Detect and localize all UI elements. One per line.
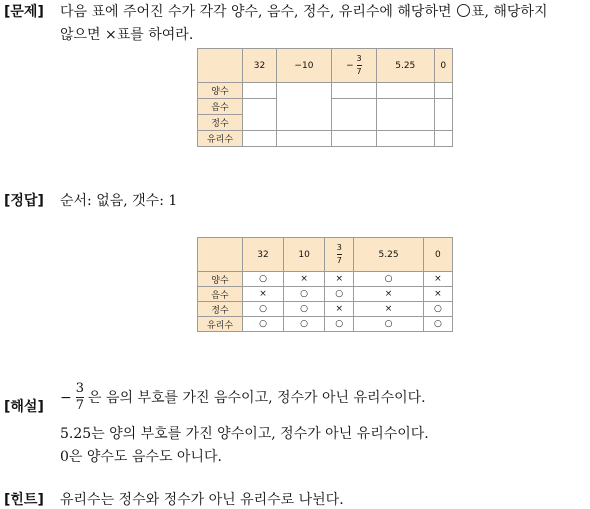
frac-numerator: 3 <box>336 243 342 252</box>
mark-cell: ○ <box>325 287 354 302</box>
answer-cell[interactable] <box>243 99 277 131</box>
frac-sign: − <box>346 61 354 71</box>
problem-text-1: 다음 표에 주어진 수가 각각 양수, 음수, 정수, 유리수에 해당하면 <box>60 4 456 20</box>
fraction <box>357 55 362 76</box>
row-label: 유리수 <box>198 317 243 332</box>
explanation-fraction <box>76 382 84 414</box>
mark-cell: ○ <box>423 317 452 332</box>
frac-denominator: 7 <box>75 398 85 414</box>
mark-cell: × <box>354 287 423 302</box>
answer-cell[interactable] <box>434 131 452 147</box>
explanation-line-2: 5.25는 양의 부호를 가진 양수이고, 정수가 아닌 유리수이다. <box>60 426 429 442</box>
row-label: 정수 <box>198 302 243 317</box>
explanation-line-1 <box>60 382 426 414</box>
explanation-label: [해설] <box>4 399 44 415</box>
header-cell: 32 <box>243 49 277 83</box>
header-cell: 32 <box>243 238 284 272</box>
answer-cell[interactable] <box>434 83 452 99</box>
corner-cell <box>198 238 243 272</box>
fraction <box>337 244 342 265</box>
frac-denominator: 7 <box>356 67 362 76</box>
answer-table <box>197 237 453 332</box>
mark-cell: ○ <box>243 317 284 332</box>
answer-text: 순서: 없음, 갯수: 1 <box>60 193 178 209</box>
answer-cell[interactable] <box>243 131 277 147</box>
header-cell: 0 <box>434 49 452 83</box>
answer-cell[interactable] <box>277 83 332 131</box>
answer-label: [정답] <box>4 193 44 209</box>
mark-cell: ○ <box>243 302 284 317</box>
header-cell: 5.25 <box>376 49 434 83</box>
mark-cell: × <box>423 287 452 302</box>
frac-numerator: 3 <box>356 54 362 63</box>
row-label: 음수 <box>198 99 243 115</box>
mark-cell: ○ <box>354 317 423 332</box>
corner-cell <box>198 49 243 83</box>
hint-label: [힌트] <box>4 492 44 508</box>
header-cell: 5.25 <box>354 238 423 272</box>
mark-cell: ○ <box>284 287 325 302</box>
mark-cell: ○ <box>325 317 354 332</box>
mark-cell: × <box>325 302 354 317</box>
mark-cell: ○ <box>243 272 284 287</box>
answer-cell[interactable] <box>376 83 434 99</box>
mark-cell: × <box>325 272 354 287</box>
header-cell-fraction <box>325 238 354 272</box>
mark-cell: × <box>284 272 325 287</box>
mark-cell: ○ <box>354 272 423 287</box>
circle-icon <box>457 4 470 17</box>
answer-cell[interactable] <box>331 131 376 147</box>
problem-line-2: 않으면 ×표를 하여라. <box>60 27 194 43</box>
answer-cell[interactable] <box>434 99 452 131</box>
row-label: 음수 <box>198 287 243 302</box>
answer-cell[interactable] <box>243 83 277 99</box>
header-cell-fraction <box>331 49 376 83</box>
frac-denominator: 7 <box>336 256 342 265</box>
problem-label: [문제] <box>4 4 44 20</box>
answer-cell[interactable] <box>331 99 376 131</box>
row-label: 양수 <box>198 272 243 287</box>
header-cell: 0 <box>423 238 452 272</box>
answer-cell[interactable] <box>376 131 434 147</box>
explanation-line-3: 0은 양수도 음수도 아니다. <box>60 449 222 465</box>
mark-cell: × <box>243 287 284 302</box>
row-label: 정수 <box>198 115 243 131</box>
explanation-sign: − <box>60 389 72 406</box>
mark-cell: ○ <box>284 302 325 317</box>
mark-cell: ○ <box>423 302 452 317</box>
problem-table <box>197 48 453 147</box>
problem-line-1 <box>60 1 547 21</box>
hint-text: 유리수는 정수와 정수가 아닌 유리수로 나뉜다. <box>60 492 344 508</box>
row-label: 유리수 <box>198 131 243 147</box>
header-cell: −10 <box>277 49 332 83</box>
problem-text-1b: 표, 해당하지 <box>470 4 548 20</box>
answer-cell[interactable] <box>331 83 376 99</box>
mark-cell: × <box>423 272 452 287</box>
explanation-text-1: 은 음의 부호를 가진 음수이고, 정수가 아닌 유리수이다. <box>88 389 426 406</box>
mark-cell: × <box>354 302 423 317</box>
answer-cell[interactable] <box>277 131 332 147</box>
answer-cell[interactable] <box>376 99 434 131</box>
frac-numerator: 3 <box>75 381 85 396</box>
mark-cell: ○ <box>284 317 325 332</box>
row-label: 양수 <box>198 83 243 99</box>
header-cell: 10 <box>284 238 325 272</box>
